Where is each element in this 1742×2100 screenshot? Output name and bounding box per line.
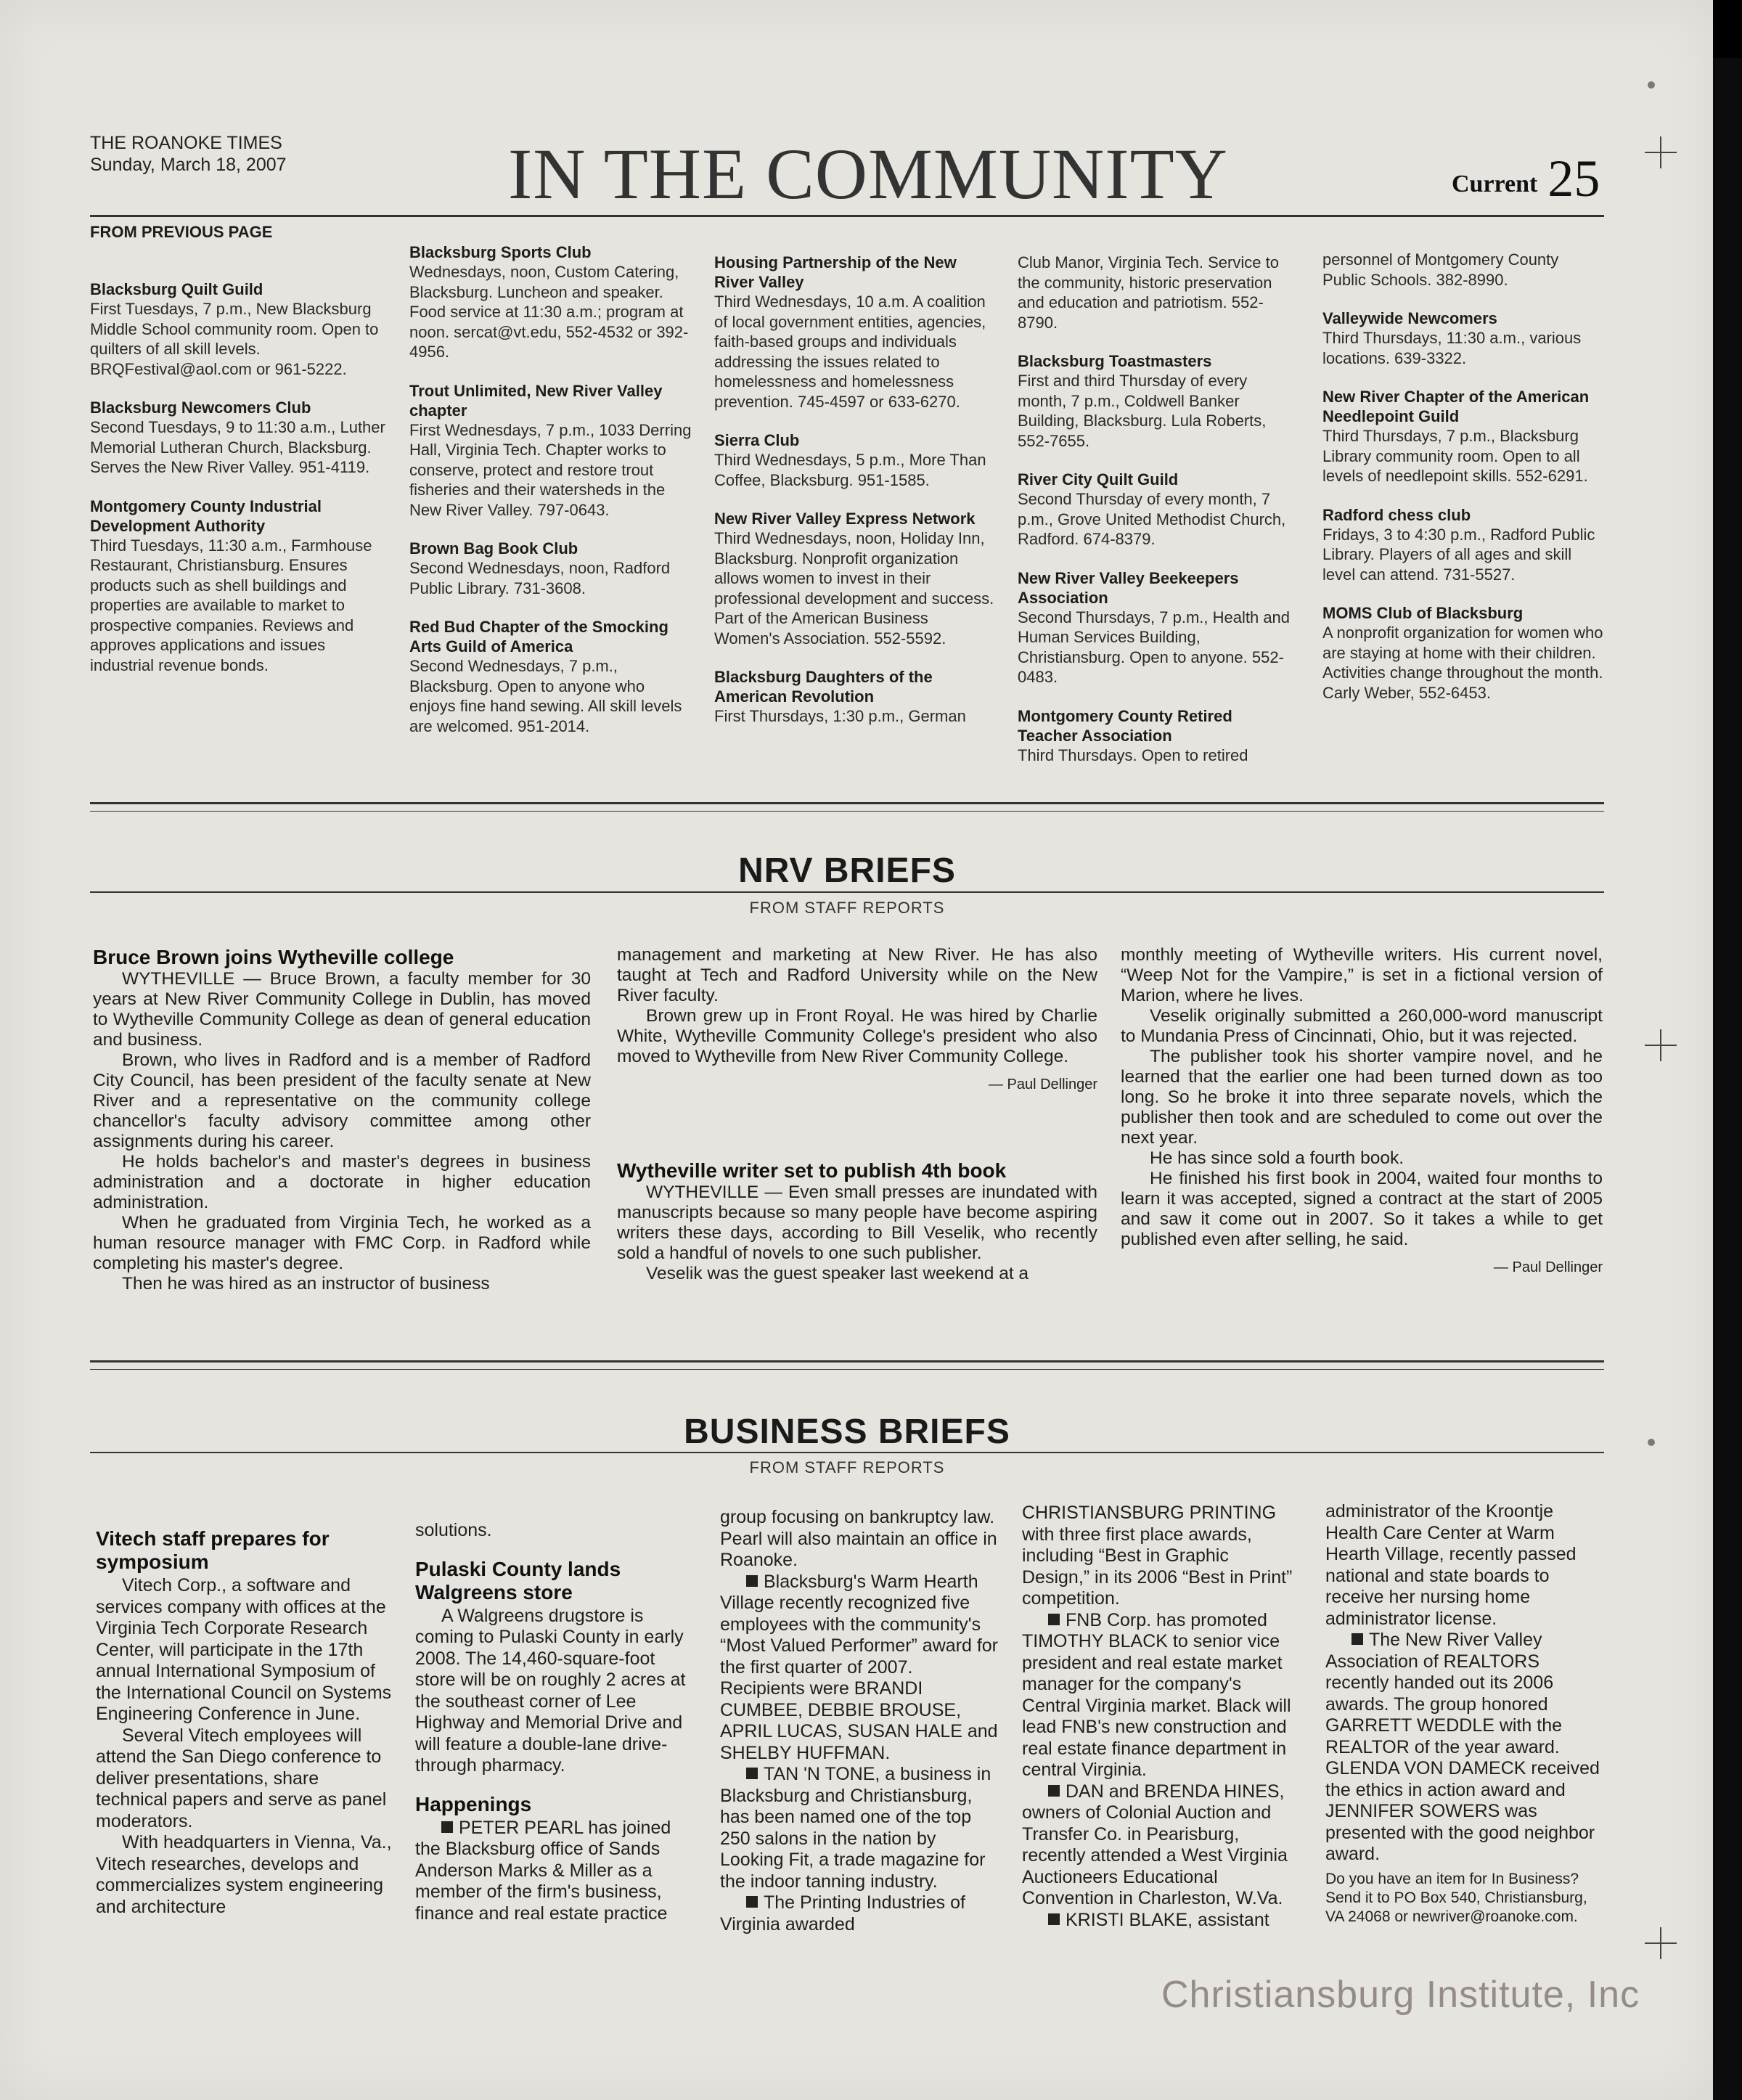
article-headline: Vitech staff prepares for symposium bbox=[96, 1527, 330, 1573]
listing-entry: Brown Bag Book Club Second Wednesdays, noon, Radford Public Library. 731-3608. bbox=[409, 539, 671, 597]
byline: — Paul Dellinger bbox=[1493, 1259, 1603, 1275]
nrv-briefs-title: NRV BRIEFS bbox=[738, 851, 956, 890]
community-column-1 bbox=[90, 222, 388, 694]
watermark: Christiansburg Institute, Inc bbox=[1161, 1974, 1640, 2016]
issue-date: Sunday, March 18, 2007 bbox=[90, 155, 287, 175]
punch-hole-icon bbox=[1648, 1439, 1655, 1446]
bullet-square-icon bbox=[1048, 1785, 1060, 1797]
bullet-square-icon bbox=[441, 1821, 453, 1833]
section-rule bbox=[90, 802, 1604, 804]
masthead-rule bbox=[90, 215, 1604, 217]
listing-entry: Blacksburg Toastmasters First and third Thursday of every month, 7 p.m., Coldwell Banker Building, Blacksburg. Lula Roberts, 552-7655. bbox=[1018, 352, 1267, 450]
listing-entry: Club Manor, Virginia Tech. Service to the community, historic preservation and education and patriotism. 552-8790. bbox=[1018, 253, 1279, 332]
community-column-3 bbox=[714, 253, 997, 745]
registration-mark-icon bbox=[1645, 1029, 1677, 1061]
bullet-square-icon bbox=[746, 1768, 758, 1779]
section-rule bbox=[90, 1369, 1604, 1370]
nrv-briefs-subtitle: FROM STAFF REPORTS bbox=[749, 899, 945, 917]
business-briefs-title: BUSINESS BRIEFS bbox=[684, 1413, 1010, 1451]
listing-entry: Valleywide Newcomers Third Thursdays, 11:30 a.m., various locations. 639-3322. bbox=[1322, 309, 1582, 367]
punch-hole-icon bbox=[1648, 81, 1655, 89]
submission-note: Do you have an item for In Business? Send it to PO Box 540, Christiansburg, VA 24068 or newriver@roanoke.com. bbox=[1325, 1870, 1587, 1925]
page-folio bbox=[1452, 149, 1600, 209]
section-rule bbox=[90, 891, 1604, 893]
article-bruce-brown: Bruce Brown joins Wytheville college WYTHEVILLE — Bruce Brown, a faculty member for 30 years at New River Community College in Dublin, has moved to Wytheville Community College as dean of general education and business. Brown, who lives in Radford and is a member of Radford City Council, has been president of the faculty senate at New River and a representative on the community college chancellor's faculty advisory committee among other assignments during his career. He holds bachelor's and master's degrees in business administration and a doctorate in higher education administration. When he graduated from Virginia Tech, he worked as a human resource manager with FMC Corp. in Radford while completing his master's degree. Then he was hired as an instructor of business bbox=[93, 946, 591, 1294]
listing-entry: Montgomery County Retired Teacher Association Third Thursdays. Open to retired bbox=[1018, 706, 1248, 764]
article-headline: Bruce Brown joins Wytheville college bbox=[93, 946, 454, 968]
article-veselik-continued: monthly meeting of Wytheville writers. His current novel, “Weep Not for the Vampire,” is set in a fictional version of Marion, where he lives. Veselik originally submitted a 260,000-word manuscript to Mundania Press of Cincinnati, Ohio, but it was rejected. The publisher took his shorter vampire novel, and he learned that the earlier one had been turned down as too long. So he broke it into three separate novels, which the publisher then took and are scheduled to come out over the next year. He has since sold a fourth book. He finished his first book in 2004, waited four months to learn it was accepted, signed a contract at the start of 2005 and saw it come out in 2007. So it takes a while to get published even after selling, he said. — Paul Dellinger bbox=[1121, 945, 1603, 1278]
listing-entry: Blacksburg Daughters of the American Revolution First Thursdays, 1:30 p.m., German bbox=[714, 668, 966, 725]
listing-entry: MOMS Club of Blacksburg A nonprofit organization for women who are staying at home with their children. Activities change throughout the month. Carly Weber, 552-6453. bbox=[1322, 604, 1603, 702]
listing-entry: Blacksburg Sports Club Wednesdays, noon, Custom Catering, Blacksburg. Luncheon and speaker. Food service at 11:30 a.m.; program at noon. sercat@vt.edu, 552-4532 or 392-4956. bbox=[409, 243, 689, 361]
bullet-square-icon bbox=[1048, 1614, 1060, 1625]
bullet-square-icon bbox=[746, 1575, 758, 1587]
listing-entry: Housing Partnership of the New River Valley Third Wednesdays, 10 a.m. A coalition of local government entities, agencies, faith-based groups and individuals addressing the issues related to homelessness and homelessness prevention. 745-4597 or 633-6270. bbox=[714, 253, 986, 411]
listing-entry: New River Valley Beekeepers Association Second Thursdays, 7 p.m., Health and Human Services Building, Christiansburg. Open to anyone. 552-0483. bbox=[1018, 568, 1291, 686]
listing-entry: New River Valley Express Network Third Wednesdays, noon, Holiday Inn, Blacksburg. Nonprofit organization allows women to invest in their professional development and success. Part of the American Business Women's Association. 552-5592. bbox=[714, 510, 994, 647]
business-column-5: administrator of the Kroontje Health Care Center at Warm Hearth Village, recently passed national and state boards to receive her nursing home administrator license. The New River Valley Association of REALTORS recently handed out its 2006 awards. The group honored GARRETT WEDDLE with the REALTOR of the year award. GLENDA VON DAMECK received the ethics in action award and JENNIFER SOWERS was presented with the good neighbor award. Do you have an item for In Business? Send it to PO Box 540, Christiansburg, VA 24068 or newriver@roanoke.com. bbox=[1325, 1501, 1604, 1927]
listing-entry: Sierra Club Third Wednesdays, 5 p.m., More Than Coffee, Blacksburg. 951-1585. bbox=[714, 431, 986, 489]
business-column-3: group focusing on bankruptcy law. Pearl will also maintain an office in Roanoke. Blacksburg's Warm Hearth Village recently recognized five employees with the community's “Most Valued Performer” award for the first quarter of 2007. Recipients were BRANDI CUMBEE, DEBBIE BROUSE, APRIL LUCAS, SUSAN HALE and SHELBY HUFFMAN. TAN 'N TONE, a business in Blacksburg and Christiansburg, has been named one of the top 250 salons in the nation by Looking Fit, a trade magazine for the indoor tanning industry. The Printing Industries of Virginia awarded bbox=[720, 1507, 998, 1934]
article-headline: Pulaski County lands Walgreens store bbox=[415, 1557, 621, 1603]
listing-entry: River City Quilt Guild Second Thursday of every month, 7 p.m., Grove United Methodist Church, Radford. 674-8379. bbox=[1018, 470, 1286, 548]
paper-name: THE ROANOKE TIMES bbox=[90, 133, 282, 153]
listing-entry: Red Bud Chapter of the Smocking Arts Guild of America Second Wednesdays, 7 p.m., Blacksburg. Open to anyone who enjoys fine hand sewing. All skill levels are welcomed. 951-2014. bbox=[409, 618, 682, 735]
registration-mark-icon bbox=[1645, 136, 1677, 168]
listing-entry: Blacksburg Newcomers Club Second Tuesdays, 9 to 11:30 a.m., Luther Memorial Lutheran Church, Blacksburg. Serves the New River Valley. 951-4119. bbox=[90, 399, 385, 476]
business-briefs-subtitle: FROM STAFF REPORTS bbox=[749, 1458, 945, 1476]
section-rule bbox=[90, 1360, 1604, 1362]
section-rule bbox=[90, 811, 1604, 812]
background-edge bbox=[1713, 58, 1742, 2100]
section-rule bbox=[90, 1452, 1604, 1453]
byline: — Paul Dellinger bbox=[988, 1076, 1097, 1092]
listing-entry: Blacksburg Quilt Guild First Tuesdays, 7 p.m., New Blacksburg Middle School community room. Open to quilters of all skill levels. BRQFestival@aol.com or 961-5222. bbox=[90, 280, 379, 378]
community-column-5 bbox=[1322, 250, 1606, 722]
section-title: IN THE COMMUNITY bbox=[508, 134, 1228, 214]
article-headline: Happenings bbox=[415, 1792, 532, 1815]
section-name: Current bbox=[1452, 171, 1538, 197]
community-column-2 bbox=[409, 242, 692, 755]
bullet-square-icon bbox=[746, 1896, 758, 1908]
listing-entry: personnel of Montgomery County Public Schools. 382-8990. bbox=[1322, 250, 1559, 289]
continued-label: FROM PREVIOUS PAGE bbox=[90, 223, 273, 241]
registration-mark-icon bbox=[1645, 1927, 1677, 1959]
listing-entry: New River Chapter of the American Needlepoint Guild Third Thursdays, 7 p.m., Blacksburg Library community room. Open to all levels of needlepoint skills. 552-6291. bbox=[1322, 388, 1590, 485]
article-bruce-brown-continued: management and marketing at New River. He has also taught at Tech and Radford University while on the New River faculty. Brown grew up in Front Royal. He was hired by Charlie White, Wytheville Community College's president who also moved to Wytheville from New River Community College. — Paul Dellinger bbox=[617, 945, 1097, 1095]
article-veselik: Wytheville writer set to publish 4th book WYTHEVILLE — Even small presses are inundated with manuscripts because so many people have become aspiring writers these days, according to Bill Veselik, who recently sold a handful of novels to one such publisher. Veselik was the guest speaker last weekend at a bbox=[617, 1159, 1097, 1283]
listing-entry: Montgomery County Industrial Development Authority Third Tuesdays, 11:30 a.m., Farmhouse Restaurant, Christiansburg. Ensures products such as shell buildings and properties are available to market to prospective companies. Reviews and approves applications and issues industrial revenue bonds. bbox=[90, 497, 372, 674]
article-headline: Wytheville writer set to publish 4th book bbox=[617, 1159, 1007, 1182]
listing-entry: Radford chess club Fridays, 3 to 4:30 p.m., Radford Public Library. Players of all ages and skill level can attend. 731-5527. bbox=[1322, 505, 1595, 584]
article-vitech: Vitech staff prepares for symposium Vitech Corp., a software and services company with offices at the Virginia Tech Corporate Research Center, will participate in the 17th annual International Symposium of the International Council on Systems Engineering Conference in June. Several Vitech employees will attend the San Diego conference to deliver presentations, share technical papers and serve as panel moderators. With headquarters in Vienna, Va., Vitech researches, develops and commercializes system engineering and architecture bbox=[96, 1527, 395, 1918]
bullet-square-icon bbox=[1352, 1633, 1363, 1645]
bullet-square-icon bbox=[1048, 1913, 1060, 1925]
listing-entry: Trout Unlimited, New River Valley chapter First Wednesdays, 7 p.m., 1033 Derring Hall, Virginia Tech. Chapter works to conserve, protect and restore trout fisheries and their watersheds in the New River Valley. 797-0643. bbox=[409, 381, 692, 519]
business-column-2: solutions. Pulaski County lands Walgreens store A Walgreens drugstore is coming to Pulaski County in early 2008. The 14,460-square-foot store will be on roughly 2 acres at the southeast corner of Lee Highway and Memorial Drive and will feature a double-lane drive-through pharmacy. Happenings PETER PEARL has joined the Blacksburg office of Sands Anderson Marks & Miller as a member of the firm's business, finance and real estate practice bbox=[415, 1520, 695, 1924]
community-column-4 bbox=[1018, 253, 1293, 784]
masthead-left bbox=[90, 132, 287, 176]
page-number: 25 bbox=[1547, 150, 1600, 208]
business-column-4: CHRISTIANSBURG PRINTING with three first place awards, including “Best in Graphic Design,” in its 2006 “Best in Print” competition. FNB Corp. has promoted TIMOTHY BLACK to senior vice president and real estate market manager for the company's Central Virginia market. Black will lead FNB's new construction and real estate finance department in central Virginia. DAN and BRENDA HINES, owners of Colonial Auction and Transfer Co. in Pearisburg, recently attended a West Virginia Auctioneers Educational Convention in Charleston, W.Va. KRISTI BLAKE, assistant bbox=[1022, 1503, 1293, 1930]
